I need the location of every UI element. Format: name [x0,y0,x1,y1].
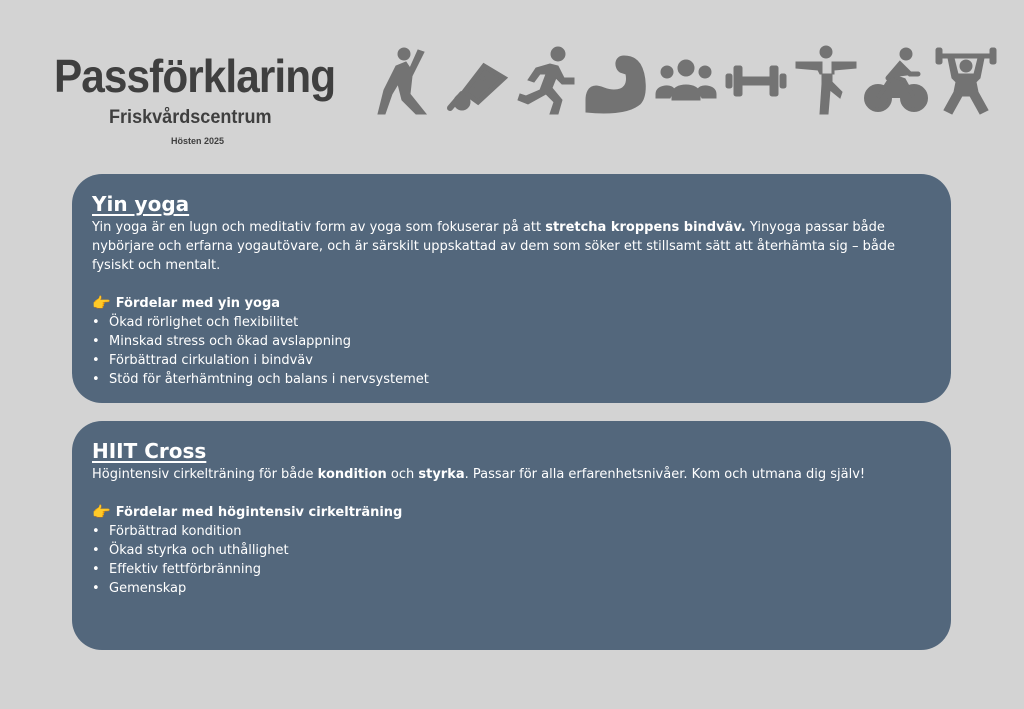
class-card-yin-yoga [72,174,951,403]
group-icon [654,44,718,116]
highlight-text: stretcha kroppens bindväv. [545,220,746,235]
running-icon [514,44,578,116]
benefits-list [92,313,931,389]
benefits-list [92,522,931,598]
class-card-hiit-cross [72,421,951,650]
season-label: Hösten 2025 [171,136,225,146]
dumbbell-icon [724,44,788,116]
balance-pose-icon [794,44,858,116]
muscle-arm-icon [584,44,648,116]
class-description: Yin yoga är en lugn och meditativ form av yoga som fokuserar på att stretcha kroppens bindväv. Yinyoga passar både nybörjare och erfarna yogautövare, och är särskilt uppskattad av dem som söker ett stillsamt sätt att återhämta sig – både fysiskt och mentalt. [92,220,896,273]
weightlifting-icon [934,44,998,116]
yoga-icon [374,44,438,116]
activity-icon-row [374,44,998,116]
class-title: HIIT Cross [92,439,207,463]
class-title: Yin yoga [92,192,190,216]
page-subtitle: Friskvårdscentrum [109,107,272,128]
list-item: • Gemenskap [92,579,931,598]
benefits-heading: 👉 Fördelar med högintensiv cirkelträning [92,503,403,521]
benefits-heading: 👉 Fördelar med yin yoga [92,294,281,312]
list-item: • Ökad rörlighet och flexibilitet [92,313,931,332]
highlight-text: styrka [418,467,465,482]
highlight-text: kondition [317,467,387,482]
list-item: • Förbättrad kondition [92,522,931,541]
list-item: • Förbättrad cirkulation i bindväv [92,351,931,370]
pointing-hand-icon: 👉 [92,503,111,521]
class-description: Högintensiv cirkelträning för både kondition och styrka. Passar för alla erfarenhetsnivåer. Kom och utmana dig själv! [92,467,866,482]
badminton-icon [444,44,508,116]
cycling-icon [864,44,928,116]
list-item: • Stöd för återhämtning och balans i nervsystemet [92,370,931,389]
list-item: • Minskad stress och ökad avslappning [92,332,931,351]
pointing-hand-icon: 👉 [92,294,111,312]
list-item: • Effektiv fettförbränning [92,560,931,579]
list-item: • Ökad styrka och uthållighet [92,541,931,560]
page-title: Passförklaring [54,50,336,102]
